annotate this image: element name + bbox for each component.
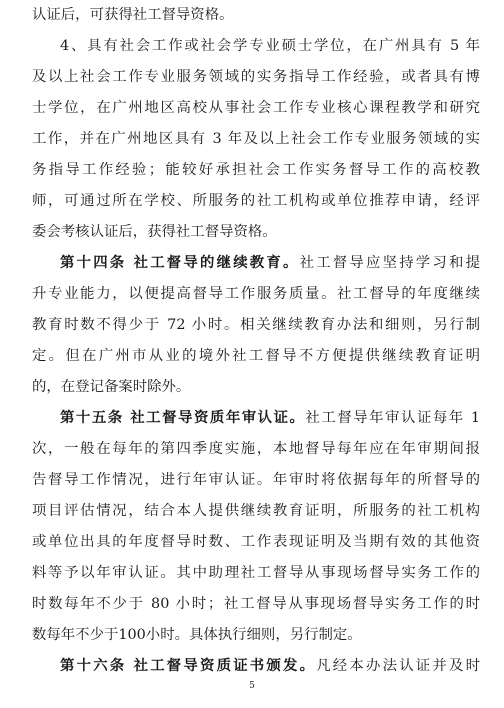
text-line: 料等予以年审认证。其中助理社工督导从事现场督导实务工作的 [32, 565, 480, 581]
article-16-line: 第十六条 社工督导资质证书颁发。凡经本办法认证并及时 [60, 657, 480, 674]
text-line: 告督导工作情况，进行年审认证。年审时将依据每年的所督导的 [32, 472, 480, 488]
article-15-heading: 第十五条 社工督导资质年审认证。 [60, 409, 306, 426]
text-line: 委会考核认证后，获得社工督导资格。 [32, 224, 277, 240]
text-line: 次，一般在每年的第四季度实施，本地督导每年应在年审期间报 [32, 441, 480, 457]
text-line: 认证后，可获得社工督导资格。 [32, 7, 234, 23]
text-line: 及以上社会工作专业服务领域的实务指导工作经验，或者具有博 [32, 69, 480, 85]
text-line: 师，可通过所在学校、所服务的社工机构或单位推荐申请，经评 [32, 193, 480, 209]
text-line: 升专业能力，以便提高督导工作服务质量。社工督导的年度继续 [32, 286, 480, 302]
text-line: 或单位出具的年度督导时数、工作表现证明及当期有效的其他资 [32, 534, 480, 550]
page-number: 5 [249, 681, 255, 691]
text-line: 工作，并在广州地区具有 3 年及以上社会工作专业服务领域的实 [32, 131, 480, 147]
text-line: 4、具有社会工作或社会学专业硕士学位，在广州具有 5 年 [60, 38, 480, 54]
article-16-heading: 第十六条 社工督导资质证书颁发。 [60, 657, 317, 674]
article-14-line: 第十四条 社工督导的继续教育。社工督导应坚持学习和提 [60, 254, 480, 271]
text-line: 士学位，在广州地区高校从事社会工作专业核心课程教学和研究 [32, 100, 480, 116]
text-line: 数每年不少于100小时。具体执行细则，另行制定。 [32, 627, 362, 643]
text-line: 时数每年不少于 80 小时；社工督导从事现场督导实务工作的时 [32, 596, 480, 612]
text-line: 的，在登记备案时除外。 [32, 379, 191, 395]
text-line: 项目评估情况，结合本人提供继续教育证明，所服务的社工机构 [32, 503, 480, 519]
article-15-line: 第十五条 社工督导资质年审认证。社工督导年审认证每年 1 [60, 409, 480, 426]
text-line: 务指导工作经验；能较好承担社会工作实务督导工作的高校教 [32, 162, 480, 178]
article-14-heading: 第十四条 社工督导的继续教育。 [60, 254, 300, 271]
text-line: 定。但在广州市从业的境外社工督导不方便提供继续教育证明 [32, 348, 480, 364]
text-line: 教育时数不得少于 72 小时。相关继续教育办法和细则，另行制 [32, 317, 480, 333]
